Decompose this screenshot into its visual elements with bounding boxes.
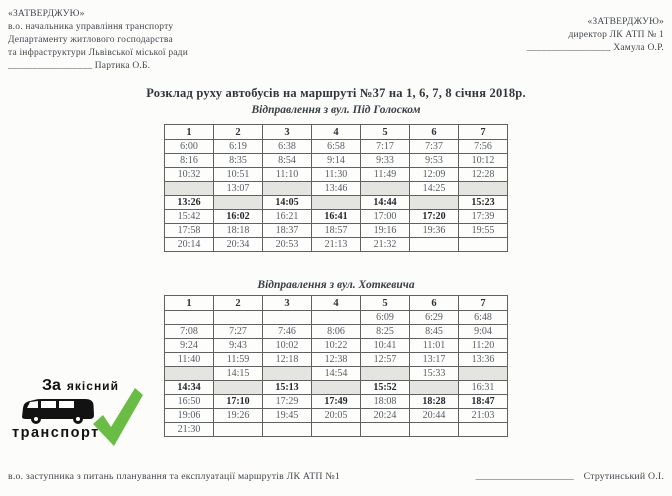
schedule-cell: 19:55 [459,224,508,238]
table-row [165,182,508,196]
schedule-cell: 9:33 [361,154,410,168]
schedule-cell: 20:24 [361,409,410,423]
schedule-cell [214,381,263,395]
schedule-cell [459,238,508,252]
schedule-cell: 20:34 [214,238,263,252]
column-header: 5 [361,125,410,140]
table-row [165,339,508,353]
logo-word-za: За [42,377,61,394]
schedule-cell: 8:16 [165,154,214,168]
schedule-cell: 18:57 [312,224,361,238]
schedule-cell [165,311,214,325]
schedule-cell [312,196,361,210]
column-header: 7 [459,296,508,311]
schedule-cell: 20:14 [165,238,214,252]
departure-table-khotkevycha [164,295,508,437]
schedule-cell: 18:47 [459,395,508,409]
table1-subtitle: Відправлення з вул. Під Голоском [251,104,421,116]
table-row [165,311,508,325]
table-row [165,196,508,210]
schedule-cell: 12:38 [312,353,361,367]
schedule-cell: 17:10 [214,395,263,409]
table-row [165,423,508,437]
schedule-cell: 21:32 [361,238,410,252]
schedule-cell: 8:06 [312,325,361,339]
column-header: 3 [263,125,312,140]
schedule-cell: 17:49 [312,395,361,409]
approval-block-left [8,8,188,73]
approval-left-line: Департаменту житлового господарства [8,35,173,45]
schedule-cell [410,423,459,437]
schedule-cell: 7:46 [263,325,312,339]
column-header: 3 [263,296,312,311]
column-header: 1 [165,125,214,140]
schedule-cell: 10:22 [312,339,361,353]
schedule-cell [263,182,312,196]
column-header: 7 [459,125,508,140]
schedule-cell [263,423,312,437]
schedule-cell: 15:52 [361,381,410,395]
schedule-cell: 16:50 [165,395,214,409]
schedule-cell: 6:09 [361,311,410,325]
schedule-cell [165,367,214,381]
schedule-cell: 12:57 [361,353,410,367]
schedule-cell [165,182,214,196]
schedule-cell [312,381,361,395]
approval-right-line: директор ЛК АТП № 1 [568,30,664,40]
schedule-cell [459,367,508,381]
table-row [165,395,508,409]
approval-left-signature: _________________ Партика О.Б. [8,61,151,71]
approval-right-signature: _________________ Хамула О.Р. [526,43,664,53]
quality-transport-logo [10,377,142,457]
schedule-cell: 20:53 [263,238,312,252]
schedule-cell: 16:41 [312,210,361,224]
schedule-cell: 17:29 [263,395,312,409]
checkmark-icon [92,387,144,447]
schedule-cell: 7:27 [214,325,263,339]
schedule-cell: 15:23 [459,196,508,210]
schedule-cell [410,238,459,252]
schedule-cell: 17:39 [459,210,508,224]
footer-position-text: в.о. заступника з питань планування та експлуатації маршрутів ЛК АТП №1 [8,471,341,482]
schedule-cell: 11:40 [165,353,214,367]
schedule-cell [361,423,410,437]
logo-word-yakisnyi: якісний [66,379,119,393]
schedule-cell [214,311,263,325]
schedule-cell: 9:24 [165,339,214,353]
schedule-cell: 19:16 [361,224,410,238]
schedule-cell: 16:21 [263,210,312,224]
column-header: 4 [312,296,361,311]
column-header: 6 [410,296,459,311]
column-header: 2 [214,125,263,140]
column-header: 1 [165,296,214,311]
schedule-cell: 8:45 [410,325,459,339]
approval-left-line: та інфраструктури Львівської міської ради [8,48,188,58]
schedule-cell [263,311,312,325]
table-row [165,367,508,381]
schedule-cell: 16:31 [459,381,508,395]
schedule-cell [410,381,459,395]
schedule-cell: 10:02 [263,339,312,353]
table-row [165,224,508,238]
schedule-cell: 10:32 [165,168,214,182]
schedule-cell: 13:26 [165,196,214,210]
schedule-cell: 20:05 [312,409,361,423]
schedule-cell: 11:30 [312,168,361,182]
schedule-cell [263,367,312,381]
schedule-cell: 18:28 [410,395,459,409]
approval-left-line: в.о. начальника управління транспорту [8,22,174,32]
schedule-cell: 8:54 [263,154,312,168]
schedule-cell: 10:12 [459,154,508,168]
table-row [165,238,508,252]
footer-signer-name: Струтинський О.І. [583,471,664,482]
footer-signature-blank: ____________________ [475,471,574,482]
schedule-cell: 9:53 [410,154,459,168]
schedule-cell: 7:56 [459,140,508,154]
schedule-cell: 7:37 [410,140,459,154]
schedule-cell: 15:42 [165,210,214,224]
schedule-cell [214,423,263,437]
schedule-cell: 6:58 [312,140,361,154]
schedule-cell: 19:06 [165,409,214,423]
schedule-cell [312,311,361,325]
schedule-cell: 12:18 [263,353,312,367]
table-header-row [165,125,508,140]
schedule-cell: 15:13 [263,381,312,395]
table-row [165,409,508,423]
schedule-cell: 16:02 [214,210,263,224]
bus-icon [20,393,98,425]
approval-left-line: «ЗАТВЕРДЖУЮ» [8,9,85,19]
schedule-cell: 13:17 [410,353,459,367]
table-header-row [165,296,508,311]
schedule-cell: 8:25 [361,325,410,339]
schedule-cell: 12:28 [459,168,508,182]
schedule-cell: 7:08 [165,325,214,339]
column-header: 6 [410,125,459,140]
schedule-cell: 12:09 [410,168,459,182]
schedule-cell [459,423,508,437]
footer-signature-row [8,471,664,482]
schedule-cell: 11:49 [361,168,410,182]
schedule-cell: 6:29 [410,311,459,325]
schedule-cell: 13:36 [459,353,508,367]
logo-word-transport: транспорт [12,425,100,441]
schedule-cell [459,182,508,196]
table-row [165,140,508,154]
approval-right-line: «ЗАТВЕРДЖУЮ» [587,17,664,27]
schedule-cell: 14:25 [410,182,459,196]
schedule-cell: 17:20 [410,210,459,224]
schedule-cell: 19:26 [214,409,263,423]
schedule-cell: 10:51 [214,168,263,182]
schedule-cell: 21:30 [165,423,214,437]
schedule-cell: 19:36 [410,224,459,238]
schedule-cell: 17:00 [361,210,410,224]
approval-block-right [527,16,664,55]
table-row [165,325,508,339]
schedule-cell [361,367,410,381]
schedule-cell: 7:17 [361,140,410,154]
schedule-cell: 19:45 [263,409,312,423]
table-row [165,381,508,395]
table-row [165,210,508,224]
departure-table-pid-goloskom [164,124,508,252]
schedule-cell: 20:44 [410,409,459,423]
schedule-cell: 6:48 [459,311,508,325]
schedule-cell: 14:34 [165,381,214,395]
schedule-cell [410,196,459,210]
schedule-cell: 10:41 [361,339,410,353]
schedule-cell: 9:04 [459,325,508,339]
schedule-cell [361,182,410,196]
schedule-cell: 14:05 [263,196,312,210]
schedule-cell: 15:33 [410,367,459,381]
schedule-cell: 14:15 [214,367,263,381]
schedule-cell: 13:46 [312,182,361,196]
schedule-cell: 13:07 [214,182,263,196]
schedule-cell: 14:44 [361,196,410,210]
schedule-cell: 14:54 [312,367,361,381]
schedule-cell: 18:18 [214,224,263,238]
schedule-cell: 18:08 [361,395,410,409]
column-header: 4 [312,125,361,140]
schedule-cell: 11:01 [410,339,459,353]
schedule-cell: 6:19 [214,140,263,154]
table2-subtitle: Відправлення з вул. Хоткевича [257,279,415,291]
schedule-cell: 17:58 [165,224,214,238]
schedule-cell: 21:13 [312,238,361,252]
schedule-cell: 6:00 [165,140,214,154]
schedule-cell: 8:35 [214,154,263,168]
page-title: Розклад руху автобусів на маршруті №37 на 1, 6, 7, 8 січня 2018р. [146,86,526,100]
schedule-cell [312,423,361,437]
schedule-cell: 11:20 [459,339,508,353]
column-header: 2 [214,296,263,311]
table-row [165,353,508,367]
schedule-cell: 9:43 [214,339,263,353]
table-row [165,168,508,182]
table-row [165,154,508,168]
schedule-cell: 18:37 [263,224,312,238]
schedule-cell: 11:10 [263,168,312,182]
column-header: 5 [361,296,410,311]
schedule-cell: 11:59 [214,353,263,367]
schedule-cell: 6:38 [263,140,312,154]
schedule-cell [214,196,263,210]
schedule-cell: 9:14 [312,154,361,168]
schedule-cell: 21:03 [459,409,508,423]
